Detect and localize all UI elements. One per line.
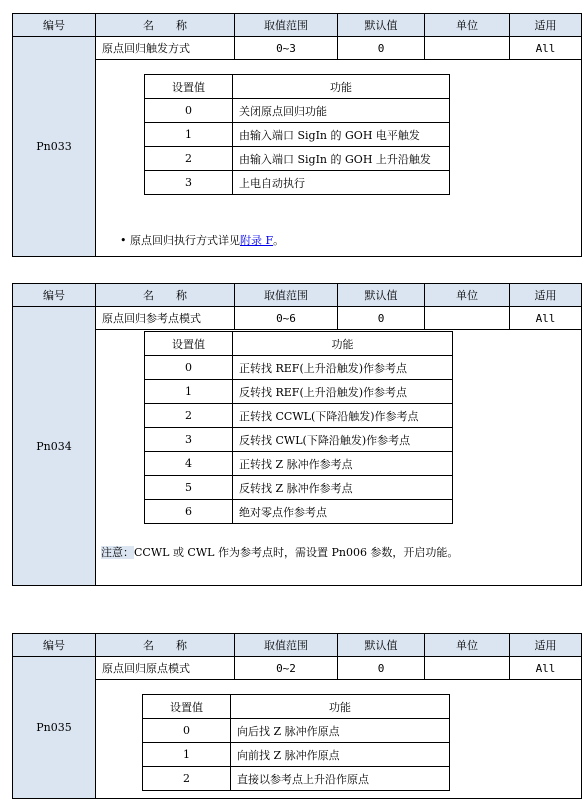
header-range: 取值范围 <box>235 14 338 37</box>
option-value: 2 <box>145 147 233 171</box>
option-value: 2 <box>143 767 231 791</box>
header-row <box>13 14 582 37</box>
header-row <box>13 284 582 307</box>
param-row <box>13 307 582 330</box>
option-head-value: 设置值 <box>143 695 231 719</box>
option-value: 1 <box>143 743 231 767</box>
param-detail <box>96 330 582 586</box>
header-default: 默认值 <box>338 634 425 657</box>
param-default: 0 <box>338 657 425 680</box>
param-range: 0~6 <box>235 307 338 330</box>
param-apply: All <box>510 307 582 330</box>
option-value: 0 <box>143 719 231 743</box>
param-unit <box>425 37 510 60</box>
header-unit: 单位 <box>425 634 510 657</box>
option-value: 1 <box>145 380 233 404</box>
param-table-pn034 <box>12 283 582 586</box>
header-apply: 适用 <box>510 14 582 37</box>
option-function: 反转找 CWL(下降沿触发)作参考点 <box>233 428 453 452</box>
param-row <box>13 37 582 60</box>
option-value: 3 <box>145 428 233 452</box>
param-name: 原点回归触发方式 <box>96 37 235 60</box>
note-label: 注意： <box>101 546 134 559</box>
param-name: 原点回归参考点模式 <box>96 307 235 330</box>
param-apply: All <box>510 657 582 680</box>
option-function: 反转找 REF(上升沿触发)作参考点 <box>233 380 453 404</box>
header-default: 默认值 <box>338 14 425 37</box>
param-detail <box>96 60 582 257</box>
appendix-link[interactable]: 附录 F <box>239 234 274 247</box>
note-text: CCWL 或 CWL 作为参考点时，需设置 Pn006 参数，开启功能。 <box>134 546 459 559</box>
header-apply: 适用 <box>510 634 582 657</box>
option-head-function: 功能 <box>233 75 450 99</box>
param-name: 原点回归原点模式 <box>96 657 235 680</box>
header-apply: 适用 <box>510 284 582 307</box>
header-unit: 单位 <box>425 284 510 307</box>
note <box>101 544 458 560</box>
option-value: 5 <box>145 476 233 500</box>
param-row <box>13 657 582 680</box>
option-function: 正转找 REF(上升沿触发)作参考点 <box>233 356 453 380</box>
header-code: 编号 <box>13 14 96 37</box>
param-detail <box>96 680 582 799</box>
param-table-pn035 <box>12 633 582 799</box>
param-code: Pn033 <box>13 37 96 257</box>
header-code: 编号 <box>13 634 96 657</box>
header-unit: 单位 <box>425 14 510 37</box>
param-code: Pn035 <box>13 657 96 799</box>
option-value: 1 <box>145 123 233 147</box>
option-value: 0 <box>145 99 233 123</box>
option-head-function: 功能 <box>233 332 453 356</box>
param-unit <box>425 307 510 330</box>
option-table <box>144 74 450 195</box>
option-table <box>142 694 450 791</box>
option-function: 向前找 Z 脉冲作原点 <box>231 743 450 767</box>
header-name: 名 称 <box>96 14 235 37</box>
param-default: 0 <box>338 37 425 60</box>
header-name: 名 称 <box>96 634 235 657</box>
header-range: 取值范围 <box>235 634 338 657</box>
option-table <box>144 331 453 524</box>
option-function: 上电自动执行 <box>233 171 450 195</box>
option-value: 4 <box>145 452 233 476</box>
option-head-value: 设置值 <box>145 75 233 99</box>
option-function: 绝对零点作参考点 <box>233 500 453 524</box>
header-default: 默认值 <box>338 284 425 307</box>
option-function: 由输入端口 SigIn 的 GOH 上升沿触发 <box>233 147 450 171</box>
note-suffix: 。 <box>273 234 285 247</box>
note-text: • 原点回归执行方式详见 <box>120 234 240 247</box>
header-name: 名 称 <box>96 284 235 307</box>
header-range: 取值范围 <box>235 284 338 307</box>
option-value: 0 <box>145 356 233 380</box>
option-value: 2 <box>145 404 233 428</box>
header-row <box>13 634 582 657</box>
option-value: 3 <box>145 171 233 195</box>
option-function: 正转找 CCWL(下降沿触发)作参考点 <box>233 404 453 428</box>
option-function: 直接以参考点上升沿作原点 <box>231 767 450 791</box>
param-range: 0~2 <box>235 657 338 680</box>
param-unit <box>425 657 510 680</box>
option-head-value: 设置值 <box>145 332 233 356</box>
option-function: 关闭原点回归功能 <box>233 99 450 123</box>
param-default: 0 <box>338 307 425 330</box>
option-function: 向后找 Z 脉冲作原点 <box>231 719 450 743</box>
param-range: 0~3 <box>235 37 338 60</box>
option-head-function: 功能 <box>231 695 450 719</box>
param-apply: All <box>510 37 582 60</box>
option-value: 6 <box>145 500 233 524</box>
option-function: 正转找 Z 脉冲作参考点 <box>233 452 453 476</box>
option-function: 反转找 Z 脉冲作参考点 <box>233 476 453 500</box>
param-code: Pn034 <box>13 307 96 586</box>
option-function: 由输入端口 SigIn 的 GOH 电平触发 <box>233 123 450 147</box>
header-code: 编号 <box>13 284 96 307</box>
param-table-pn033 <box>12 13 582 257</box>
note <box>120 232 284 248</box>
